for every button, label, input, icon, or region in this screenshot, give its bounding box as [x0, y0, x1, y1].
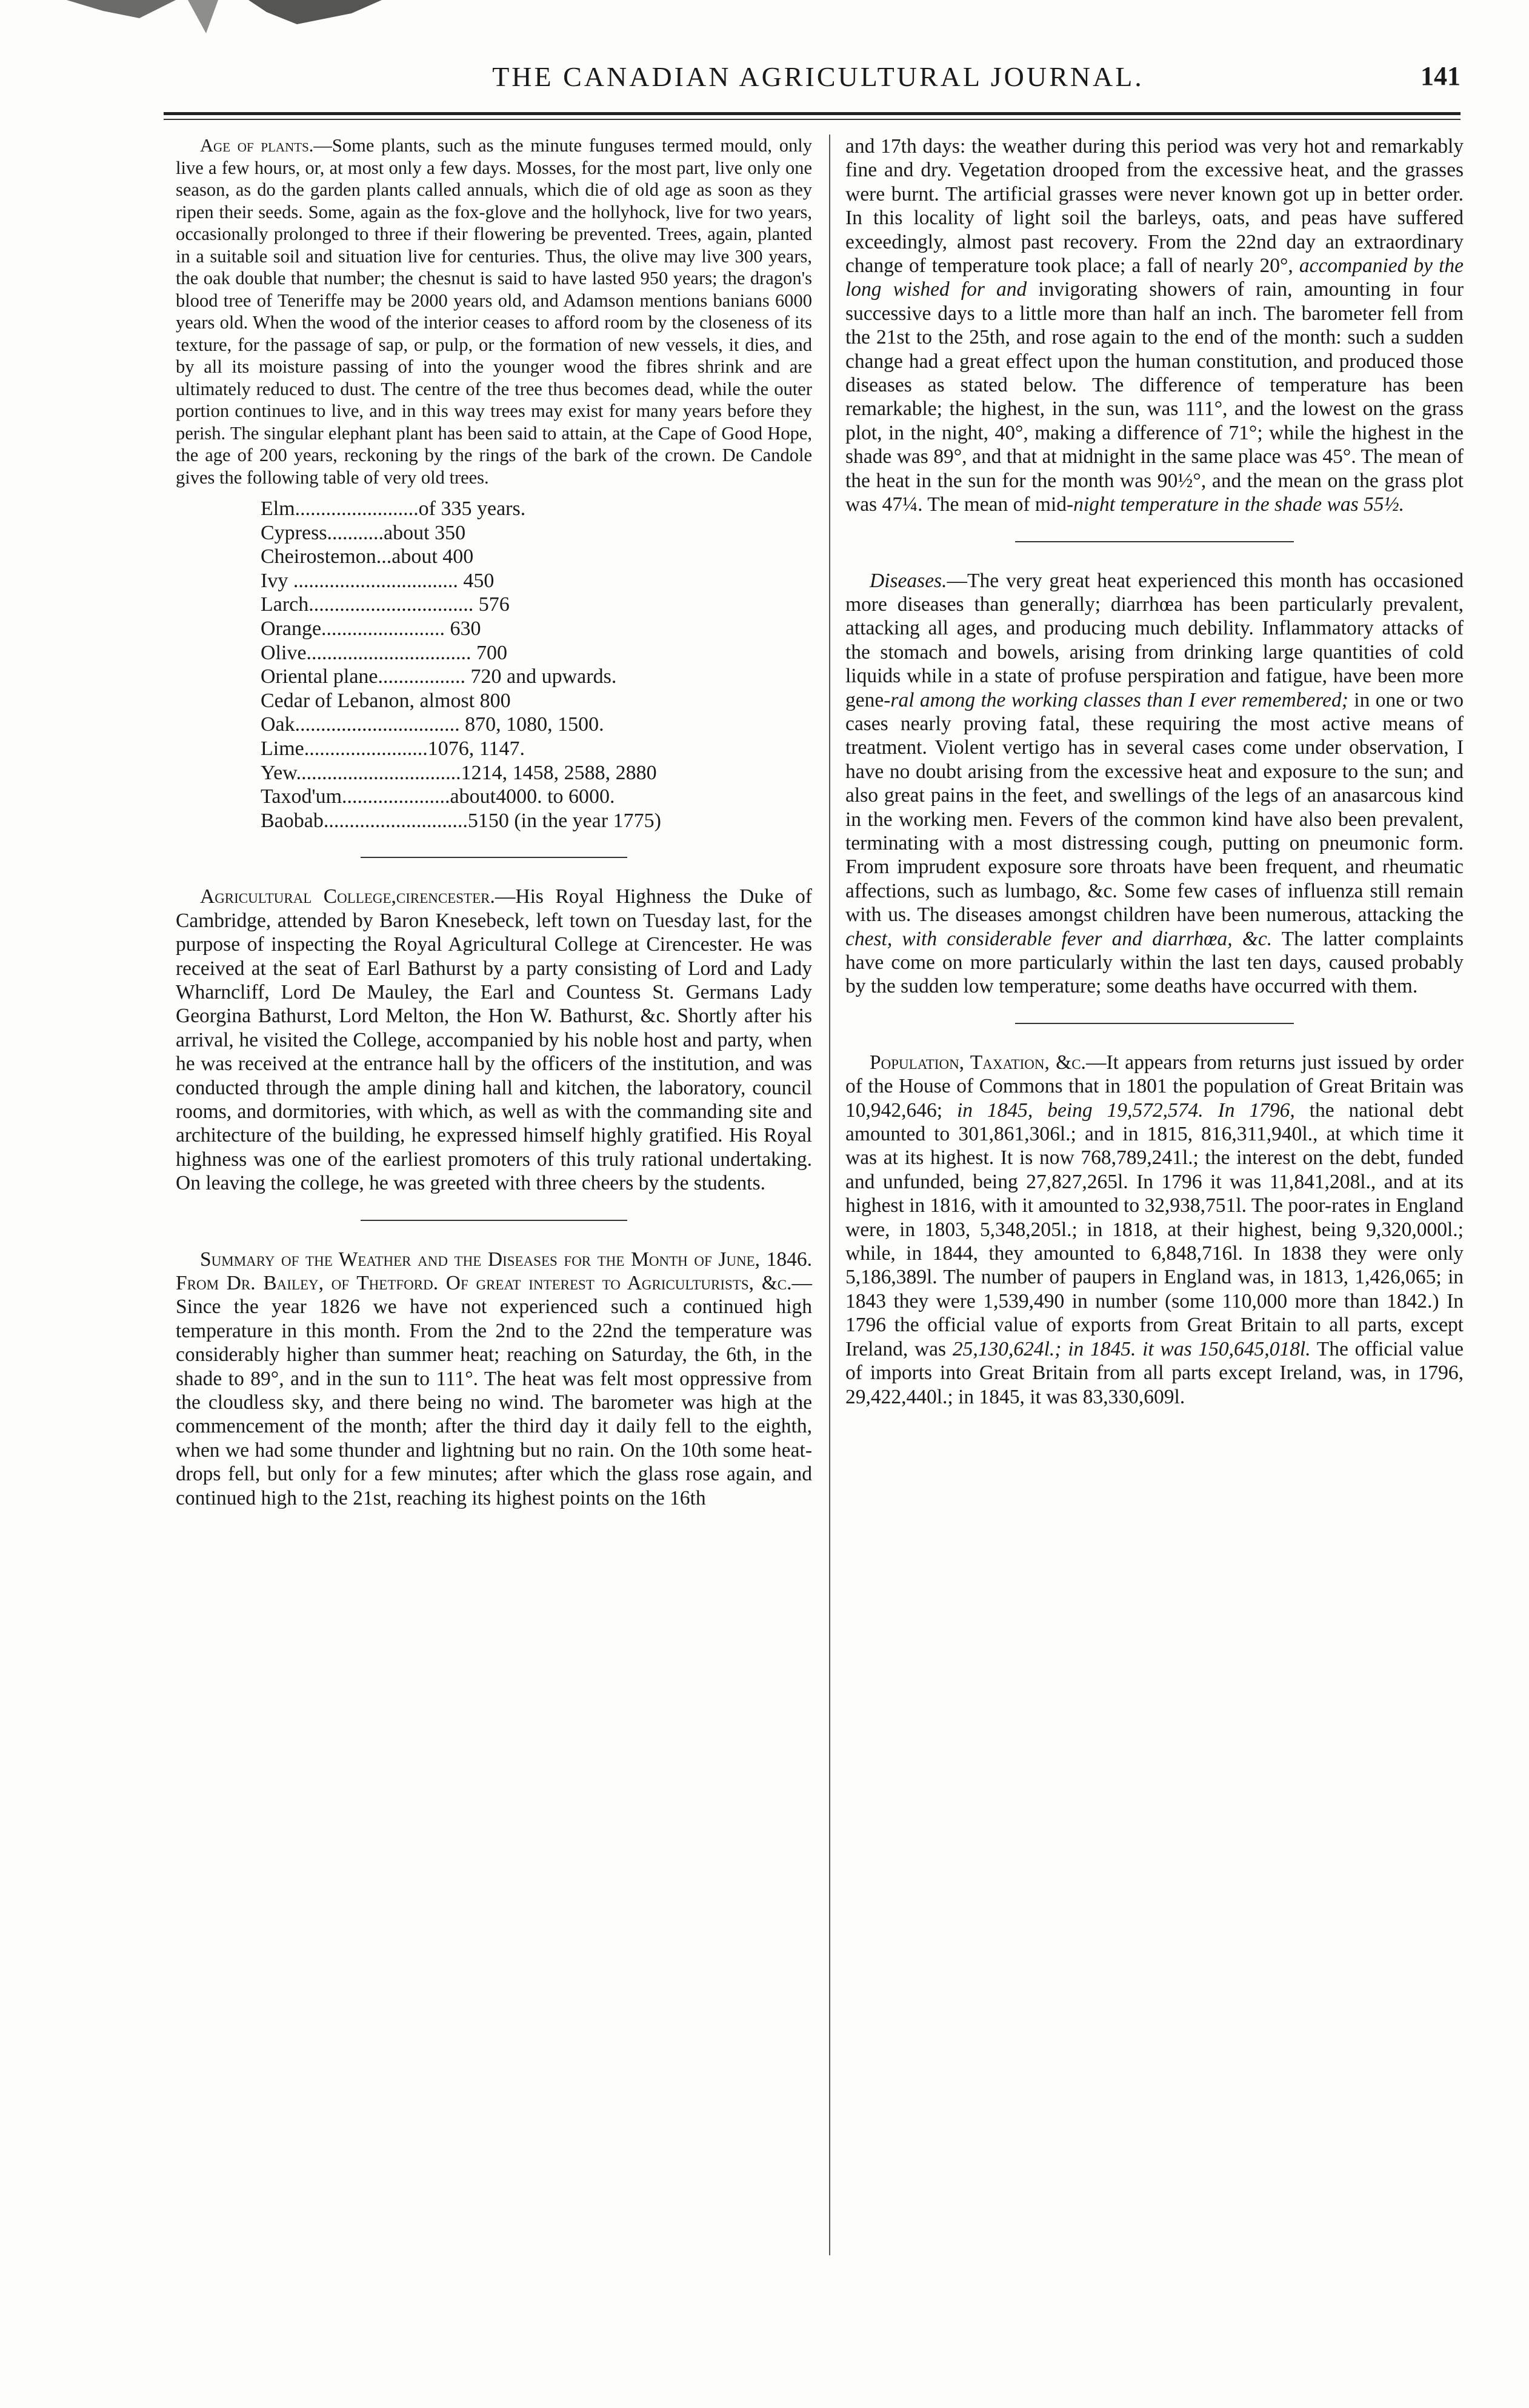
- population-italic-a: in 1845, being 19,572,574. In 1796,: [956, 1099, 1295, 1122]
- section-divider: [1015, 541, 1294, 542]
- population-body-b: the national debt amounted to 301,861,306l.; and in 1815, 816,311,940l., at which time it was at its highest. It is now 768,789,241l.; the interest on the debt, funded and unfunded, being 27,827,265l. In 1796 it was 11,841,208l., and at its highest in 1816, with it amounted to 32,938,751l. The poor-rates in England were, in 1803, 5,348,205l.; in 1818, at their highest, being 9,320,000l.; while, in 1844, they amounted to 6,848,716l. In 1838 they were only 5,186,389l. The number of paupers in England was, in 1813, 1,426,065; in 1843 they were 1,539,490 in number (some 110,000 more than 1842.) In 1796 the official value of exports from Great Britain to all parts, except Ireland, was: [845, 1099, 1464, 1360]
- diseases-body-c: The latter complaints have come on more particularly within the last ten days, caused probably by the sudden low temperature; some deaths have occurred with them.: [845, 927, 1464, 998]
- left-column: [176, 135, 812, 1510]
- tree-row: Cheirostemon...about 400: [261, 545, 474, 568]
- agricultural-college-body: —His Royal Highness the Duke of Cambridge, attended by Baron Knesebeck, left town on Tuesday last, for the purpose of inspecting the Royal Agricultural College at Cirencester. He was received at the seat of Earl Bathurst by a party consisting of Lord and Lady Wharncliff, Lord De Mauley, the Earl and Countess St. Germans Lady Georgina Bathurst, Lord Melton, the Hon W. Bathurst, &c. Shortly after his arrival, he visited the College, accompanied by his noble host and party, when he was received at the entrance hall by the officers of the institution, and was conducted through the ample dining hall and kitchen, the laboratory, council rooms, and dormitories, with which, as well as with the commanding site and architecture of the building, he expressed himself highly gratified. His Royal highness was one of the earliest promoters of this truly rational undertaking. On leaving the college, he was greeted with three cheers by the students.: [176, 885, 813, 1195]
- age-of-plants-paragraph: [176, 135, 812, 488]
- right-column: [845, 135, 1464, 1409]
- population-body-a: —It appears from returns just issued by order of the House of Commons that in 1801 the population of Great Britain was 10,942,646;: [845, 1051, 1464, 1122]
- population-italic-b: 25,130,624l.; in 1845. it was 150,645,018l.: [952, 1337, 1311, 1360]
- weather-continued-body-a: and 17th days: the weather during this period was very hot and remarkably fine and dry. Vegetation drooped from the excessive heat, and the grasses were burnt. The artificial grasses were never known got up in better order. In this locality of light soil the barleys, oats, and peas have suffered exceedingly, almost past recovery. From the 22nd day an extraordinary change of temperature took place; a fall of nearly 20°,: [845, 135, 1464, 278]
- population-body-c: The official value of imports into Great Britain from all parts except Ireland, was, in 1796, 29,422,440l.; in 1845, it was 83,330,609l.: [845, 1337, 1464, 1408]
- tree-row: Orange........................ 630: [261, 617, 481, 640]
- agricultural-college-paragraph: [176, 885, 812, 1195]
- tree-row: Olive................................ 700: [261, 641, 508, 664]
- tree-row: Baobab............................5150 (in the year 1775): [261, 809, 661, 832]
- population-heading: Population, Taxation, &c.: [870, 1051, 1086, 1074]
- diseases-italic-a: ral among the working classes than I ever remembered;: [890, 688, 1348, 711]
- weather-continued-italic-a: accompanied by the long wished for and: [845, 254, 1464, 301]
- weather-summary-body: —Since the year 1826 we have not experienced such a continued high temperature in this month. From the 2nd to the 22nd the temperature was considerably higher than summer heat; reaching on Saturday, the 6th, in the shade to 89°, and in the sun to 111°. The heat was felt most oppressive from the cloudless sky, and there being no wind. The barometer was high at the commencement of the month; after the third day it daily fell to the eighth, when we had some thunder and lightning but no rain. On the 10th some heat-drops fell, but only for a few minutes; after which the glass rose again, and continued high to the 21st, reaching its highest points on the 16th: [176, 1272, 812, 1509]
- tree-row: Oak................................ 870, 1080, 1500.: [261, 713, 604, 736]
- section-divider: [1015, 1023, 1294, 1024]
- diseases-italic-b: chest, with considerable fever and diarrhœa, &c.: [845, 927, 1273, 950]
- header-rule-thin: [164, 119, 1461, 120]
- scan-damage-mark: [67, 0, 406, 48]
- age-of-plants-heading: Age of plants.: [200, 135, 314, 156]
- tree-row: Cedar of Lebanon, almost 800: [261, 689, 511, 712]
- tree-row: Elm........................of 335 years.: [261, 497, 526, 520]
- tree-row: Yew................................1214, 1458, 2588, 2880: [261, 761, 657, 784]
- tree-row: Lime........................1076, 1147.: [261, 737, 525, 760]
- weather-continued-italic-b: night temperature in the shade was 55½.: [1073, 493, 1405, 516]
- age-of-plants-body: —Some plants, such as the minute funguses termed mould, only live a few hours, or, at most only a few days. Mosses, for the most part, live only one season, as do the garden plants called annuals, which die of old age as soon as they ripen their seeds. Some, again as the fox-glove and the hollyhock, live for two years, occasionally prolonged to three if their flowering be prevented. Trees, again, planted in a suitable soil and situation live for centuries. Thus, the olive may live 300 years, the oak double that number; the chesnut is said to have lasted 950 years; the dragon's blood tree of Teneriffe may be 2000 years old, and Adamson mentions banians 6000 years old. When the wood of the interior ceases to afford room by the closeness of its texture, for the passage of sap, or pulp, or the formation of new vessels, it dies, and by all its moisture passing of into the younger wood the fibres shrink and are ultimately reduced to dust. The centre of the tree thus becomes dead, while the outer portion continues to live, and in this way trees may exist for many years before they perish. The singular elephant plant has been said to attain, at the Cape of Good Hope, the age of 200 years, reckoning by the rings of the bark of the crown. De Candole gives the following table of very old trees.: [176, 135, 812, 488]
- population-paragraph: [845, 1051, 1464, 1409]
- weather-summary-heading: Summary of the Weather and the Diseases for the Month of June, 1846. From Dr. Bailey, of Thetford. Of great interest to Agriculturists, &c.: [176, 1248, 812, 1294]
- tree-row: Larch................................ 576: [261, 593, 510, 616]
- weather-continued-paragraph: [845, 135, 1464, 517]
- section-divider: [361, 857, 627, 858]
- agricultural-college-heading: Agricultural College,cirencester.: [200, 885, 495, 908]
- tree-row: Cypress...........about 350: [261, 521, 466, 544]
- header-rule: [164, 112, 1461, 115]
- diseases-heading: Diseases.: [870, 569, 947, 592]
- tree-row: Oriental plane................. 720 and upwards.: [261, 665, 617, 688]
- weather-continued-body-b: invigorating showers of rain, amounting in four successive days to a little more than half an inch. The barometer fell from the 21st to the 25th, and rose again to the end of the month: such a sudden change had a great effect upon the human constitution, and produced those diseases as stated below. The difference of temperature has been remarkable; the highest, in the sun, was 111°, and the lowest on the grass plot, in the night, 40°, making a difference of 71°; while the highest in the shade was 89°, and that at midnight in the same place was 45°. The mean of the heat in the sun for the month was 90½°, and the mean on the grass plot was 47¼. The mean of mid-: [845, 278, 1464, 516]
- diseases-paragraph: [845, 569, 1464, 999]
- diseases-body-a: —The very great heat experienced this month has occasioned more diseases than generally; diarrhœa has been particularly prevalent, attacking all ages, and producing much debility. Inflammatory attacks of the stomach and bowels, arising from drinking large quantities of cold liquids while in a state of profuse perspiration and fatigue, have been more gene-: [845, 569, 1464, 711]
- running-title: THE CANADIAN AGRICULTURAL JOURNAL.: [492, 61, 1144, 92]
- page-header: [176, 61, 1461, 103]
- diseases-body-b: in one or two cases nearly proving fatal, these requiring the most active means of treatment. Violent vertigo has in several cases come under observation, I have no doubt arising from the excessive heat and exposure to the sun; and also great pains in the feet, and swellings of the legs of an anasarcous kind in the working men. Fevers of the common kind have also been prevalent, terminating with a most distressing cough, putting on pneumonic form. From imprudent exposure sore throats have been frequent, and rheumatic affections, such as lumbago, &c. Some few cases of influenza still remain with us. The diseases amongst children have been numerous, attacking the: [845, 688, 1464, 926]
- column-divider: [829, 135, 830, 2255]
- tree-row: Taxod'um.....................about4000. to 6000.: [261, 785, 615, 808]
- page-number: 141: [1421, 61, 1461, 91]
- weather-summary-paragraph: [176, 1248, 812, 1510]
- section-divider: [361, 1220, 627, 1221]
- tree-row: Ivy ................................ 450: [261, 569, 495, 592]
- tree-age-table: [176, 497, 812, 833]
